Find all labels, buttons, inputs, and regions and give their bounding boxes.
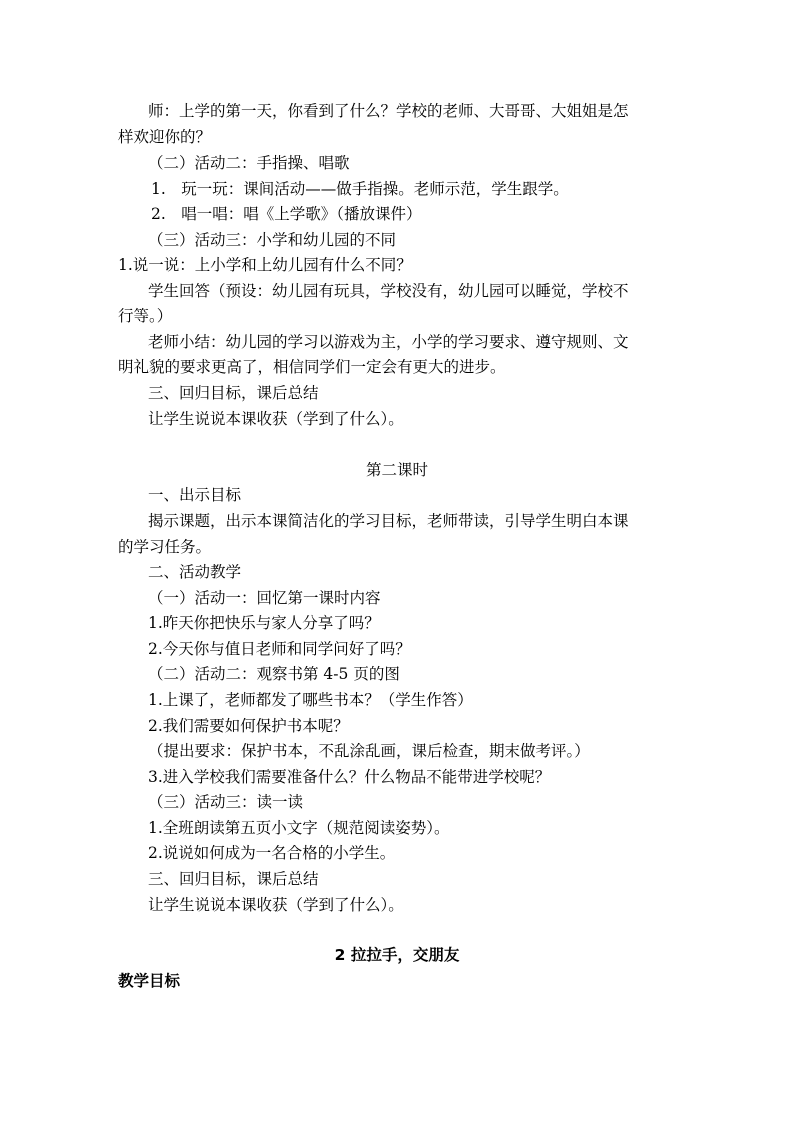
return-text-1: 让学生说说本课收获（学到了什么）。	[148, 410, 404, 428]
teacher-summary-line-2: 明礼貌的要求更高了，相信同学们一定会有更大的进步。	[118, 358, 506, 376]
activity-2-item-2: 2. 唱一唱：唱《上学歌》（播放课件）	[151, 205, 422, 223]
lesson2-activity-2-item-3: 3.进入学校我们需要准备什么？什么物品不能带进学校呢？	[148, 768, 551, 786]
activity-3-heading: （三）活动三：小学和幼儿园的不同	[148, 231, 397, 249]
activity-teaching-heading: 二、活动教学	[148, 563, 242, 581]
lesson2-activity-1-item-1: 1.昨天你把快乐与家人分享了吗？	[148, 614, 380, 632]
lesson2-activity-1-item-2: 2.今天你与值日老师和同学问好了吗？	[148, 640, 411, 658]
student-answer-line-1: 学生回答（预设：幼儿园有玩具，学校没有，幼儿园可以睡觉，学校不	[148, 282, 629, 300]
activity-2-heading: （二）活动二：手指操、唱歌	[148, 154, 350, 172]
chapter-title: 2 拉拉手，交朋友	[334, 946, 460, 964]
teacher-question-line-2: 样欢迎你的？	[118, 128, 212, 146]
teacher-summary-line-1: 老师小结：幼儿园的学习以游戏为主，小学的学习要求、遵守规则、文	[148, 333, 629, 351]
lesson2-activity-3-heading: （三）活动三：读一读	[148, 793, 304, 811]
teaching-goal-heading: 教学目标	[118, 972, 181, 990]
return-heading-2: 三、回归目标，课后总结	[148, 870, 319, 888]
return-heading-1: 三、回归目标，课后总结	[148, 384, 319, 402]
lesson2-activity-2-note: （提出要求：保护书本，不乱涂乱画，课后检查，期末做考评。）	[148, 742, 590, 760]
say-item: 1.说一说：上小学和上幼儿园有什么不同？	[118, 256, 412, 274]
goal-text-line-2: 的学习任务。	[118, 538, 212, 556]
goal-text-line-1: 揭示课题，出示本课简洁化的学习目标，老师带读，引导学生明白本课	[148, 512, 629, 530]
activity-2-item-1: 1. 玩一玩：课间活动——做手指操。老师示范，学生跟学。	[151, 180, 569, 198]
goal-heading: 一、出示目标	[148, 486, 242, 504]
lesson2-activity-2-item-1: 1.上课了，老师都发了哪些书本？（学生作答）	[148, 691, 473, 709]
lesson2-activity-1-heading: （一）活动一：回忆第一课时内容	[148, 589, 381, 607]
lesson2-activity-2-heading: （二）活动二：观察书第 4-5 页的图	[148, 665, 400, 683]
return-text-2: 让学生说说本课收获（学到了什么）。	[148, 896, 404, 914]
teacher-question-line-1: 师：上学的第一天，你看到了什么？学校的老师、大哥哥、大姐姐是怎	[148, 102, 629, 120]
student-answer-line-2: 行等。）	[118, 307, 173, 325]
lesson2-activity-2-item-2: 2.我们需要如何保护书本呢？	[148, 717, 349, 735]
lesson2-activity-3-item-2: 2.说说如何成为一名合格的小学生。	[148, 844, 396, 862]
lesson-2-title: 第二课时	[365, 461, 428, 479]
lesson2-activity-3-item-1: 1.全班朗读第五页小文字（规范阅读姿势）。	[148, 819, 450, 837]
